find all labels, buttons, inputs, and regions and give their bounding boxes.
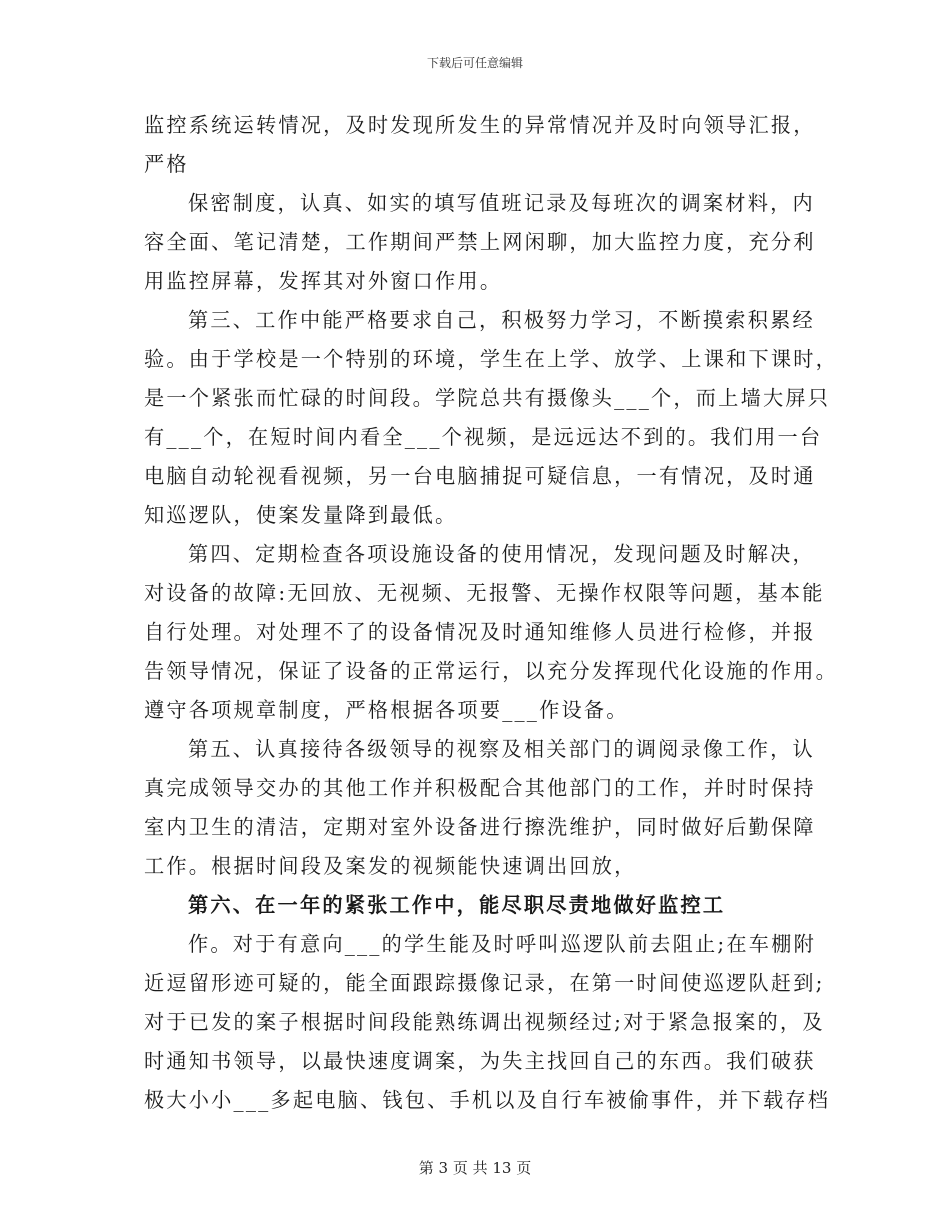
- body-line: 近逗留形迹可疑的，能全面跟踪摄像记录，在第一时间使巡逻队赶到;: [144, 971, 825, 995]
- body-line: 监控系统运转情况，及时发现所发生的异常情况并及时向领导汇报，: [144, 113, 816, 137]
- body-line: 第五、认真接待各级领导的视察及相关部门的调阅录像工作，认: [188, 737, 815, 761]
- body-line: 室内卫生的清洁，定期对室外设备进行擦洗维护，同时做好后勤保障: [144, 815, 816, 839]
- body-line: 第三、工作中能严格要求自己，积极努力学习，不断摸索积累经: [188, 308, 815, 332]
- body-line: 用监控屏幕，发挥其对外窗口作用。: [144, 269, 503, 293]
- body-line: 第四、定期检查各项设施设备的使用情况，发现问题及时解决，: [188, 542, 815, 566]
- body-line: 对设备的故障:无回放、无视频、无报警、无操作权限等问题，基本能: [144, 581, 825, 605]
- body-line: 是一个紧张而忙碌的时间段。学院总共有摄像头___个，而上墙大屏只: [144, 386, 831, 410]
- body-line: 验。由于学校是一个特别的环境，学生在上学、放学、上课和下课时，: [144, 347, 839, 371]
- body-line: 工作。根据时间段及案发的视频能快速调出回放，: [144, 854, 637, 878]
- body-line: 告领导情况，保证了设备的正常运行，以充分发挥现代化设施的作用。: [144, 659, 839, 683]
- body-line: 电脑自动轮视看视频，另一台电脑捕捉可疑信息，一有情况，及时通: [144, 464, 816, 488]
- body-line: 保密制度，认真、如实的填写值班记录及每班次的调案材料，内: [188, 191, 815, 215]
- body-line: 真完成领导交办的其他工作并积极配合其他部门的工作，并时时保持: [144, 776, 816, 800]
- body-line: 自行处理。对处理不了的设备情况及时通知维修人员进行检修，并报: [144, 620, 816, 644]
- body-line: 有___个，在短时间内看全___个视频，是远远达不到的。我们用一台: [144, 425, 823, 449]
- page-header-note: 下载后可任意编辑: [426, 56, 523, 70]
- body-line: 严格: [144, 152, 189, 176]
- body-line: 遵守各项规章制度，严格根据各项要___作设备。: [144, 698, 629, 722]
- body-line: 极大小小___多起电脑、钱包、手机以及自行车被偷事件，并下载存档: [144, 1088, 831, 1112]
- body-line: 时通知书领导，以最快速度调案，为失主找回自己的东西。我们破获: [144, 1049, 816, 1073]
- page-number: 第 3 页 共 13 页: [418, 1159, 532, 1177]
- body-line: 作。对于有意向___的学生能及时呼叫巡逻队前去阻止;在车棚附: [188, 932, 816, 956]
- body-line: 容全面、笔记清楚，工作期间严禁上网闲聊，加大监控力度，充分利: [144, 230, 816, 254]
- section-heading-line: 第六、在一年的紧张工作中，能尽职尽责地做好监控工: [188, 893, 726, 917]
- document-body: [144, 106, 839, 1120]
- body-line: 对于已发的案子根据时间段能熟练调出视频经过;对于紧急报案的，及: [144, 1010, 825, 1034]
- body-line: 知巡逻队，使案发量降到最低。: [144, 503, 458, 527]
